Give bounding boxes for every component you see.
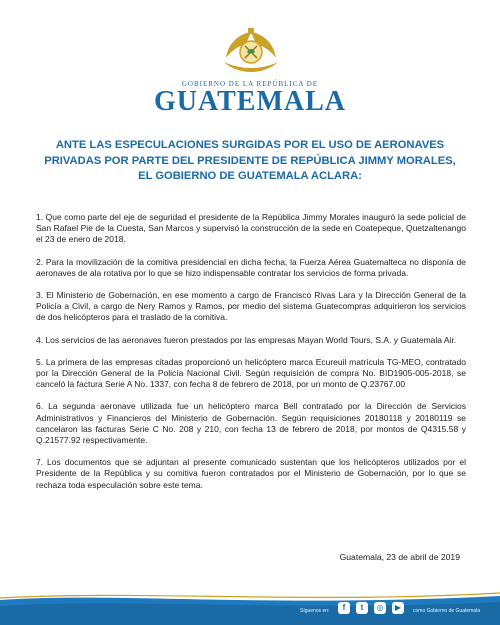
social-handle: como Gobierno de Guatemala — [413, 608, 480, 614]
instagram-icon[interactable]: ◎ — [374, 602, 386, 614]
paragraph-1: 1. Que como parte del eje de seguridad el presidente de la República Jimmy Morales inauguró la sede policial de San Rafael Pie de la Cuesta, San Marcos y supervisó la construcción de la sede en Coatepeque, Quetzaltenango el 23 de enero de 2018. — [36, 212, 466, 245]
paragraph-7: 7. Los documentos que se adjuntan al presente comunicado sustentan que los helicópteros utilizados por el Presidente de la República y su comitiva fueron contratados por el Ministerio de Gobernación, por lo que se rechaza toda especulación sobre este tema. — [36, 457, 466, 490]
paragraph-6: 6. La segunda aeronave utilizada fue un helicóptero marca Bell contratado por la Dirección de Servicios Administrativos y Financieros del Ministerio de Gobernación. Según requisiciones 20180118 y 20180119 se cancelaron las facturas Serie C No. 208 y 210, con fecha 13 de febrero de 2018, por montos de Q4315.58 y Q.21577.92 respectivamente. — [36, 401, 466, 446]
dateline: Guatemala, 23 de abril de 2019 — [339, 552, 460, 562]
paragraph-2: 2. Para la movilización de la comitiva presidencial en dicha fecha, la Fuerza Aérea Guatemalteca no disponía de aeronaves de ala rotativa por lo que se hizo indispensable contratar los servicios de forma privada. — [36, 256, 466, 278]
facebook-icon[interactable]: f — [338, 602, 350, 614]
youtube-icon[interactable]: ▶ — [392, 602, 404, 614]
paragraph-4: 4. Los servicios de las aeronaves fueron prestados por las empresas Mayan World Tours, S.A. y Guatemala Air. — [36, 334, 457, 345]
follow-us-label: Síguenos en: — [300, 608, 330, 614]
org-line: GOBIERNO DE LA REPÚBLICA DE — [181, 80, 319, 88]
paragraph-3: 3. El Ministerio de Gobernación, en ese momento a cargo de Francisco Rivas Lara y la Dirección General de la Policía a Civil, a cargo de Nery Ramos y Ramos, por medio del sistema Guatecompras adquirieron los servicios de dos helicópteros para el traslado de la comitiva. — [36, 290, 466, 323]
paragraph-5: 5. La primera de las empresas citadas proporcionó un helicóptero marca Ecureuil matrícula TG-MEO, contratado por la Dirección General de la Policía Nacional Civil. Según requisición de compra No. BID1905-005-2018, se canceló la factura Serie A No. 1337, con fecha 8 de febrero de 2018, por un monto de Q.23767.00 — [36, 356, 466, 390]
twitter-icon[interactable]: t — [356, 602, 368, 614]
coat-of-arms-icon — [216, 26, 286, 78]
country-name: GUATEMALA — [153, 86, 347, 117]
footer-banner — [0, 590, 500, 625]
communique-title: ANTE LAS ESPECULACIONES SURGIDAS POR EL USO DE AERONAVES PRIVADAS POR PARTE DEL PRESIDENTE DE REPÚBLICA JIMMY MORALES, EL GOBIERNO DE GUATEMALA ACLARA: — [44, 139, 456, 182]
communique-body — [36, 212, 466, 502]
letterhead — [0, 0, 500, 125]
